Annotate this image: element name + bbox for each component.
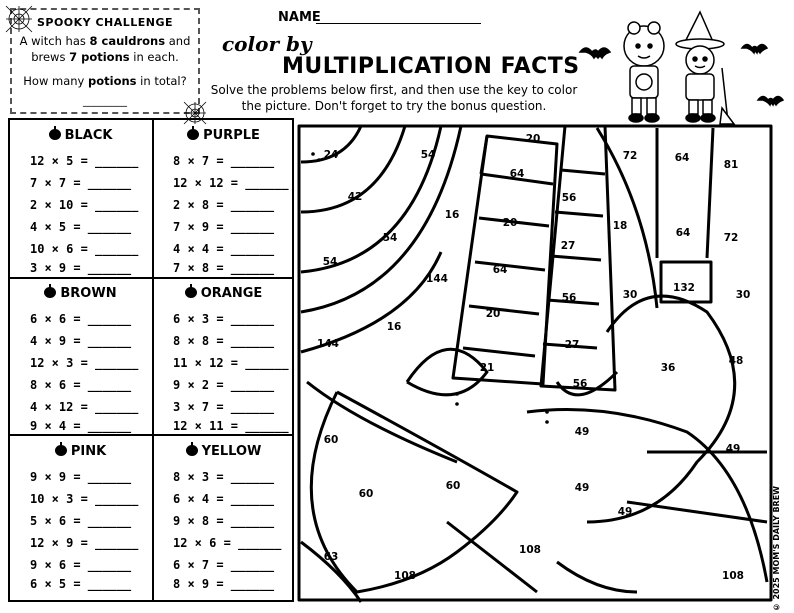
challenge-line-2: brews 7 potions in each.	[31, 50, 179, 64]
name-input-line[interactable]	[316, 23, 481, 24]
problem[interactable]: 2 × 10 = ______	[30, 198, 139, 212]
problem[interactable]: 4 × 5 = ______	[30, 220, 132, 234]
problem[interactable]: 10 × 3 = ______	[30, 492, 139, 506]
key-cell-black	[10, 120, 151, 279]
region-number[interactable]: 72	[622, 150, 638, 162]
region-number[interactable]: 49	[725, 443, 741, 455]
region-number[interactable]: 24	[323, 149, 339, 161]
problem[interactable]: 6 × 5 = ______	[30, 577, 132, 591]
problem[interactable]: 12 × 5 = ______	[30, 154, 139, 168]
key-heading-purple: PURPLE	[153, 128, 294, 143]
region-number[interactable]: 144	[426, 273, 448, 285]
problem[interactable]: 8 × 6 = ______	[30, 378, 132, 392]
region-number[interactable]: 144	[317, 338, 339, 350]
problem[interactable]: 8 × 8 = ______	[173, 334, 275, 348]
coloring-picture	[297, 122, 789, 606]
region-number[interactable]: 30	[735, 289, 751, 301]
region-number[interactable]: 108	[722, 570, 744, 582]
problem[interactable]: 12 × 6 = ______	[173, 536, 282, 550]
region-number[interactable]: 108	[394, 570, 416, 582]
region-number[interactable]: 27	[560, 240, 576, 252]
problem[interactable]: 4 × 9 = ______	[30, 334, 132, 348]
problem[interactable]: 9 × 8 = ______	[173, 514, 275, 528]
region-number[interactable]: 81	[723, 159, 739, 171]
problem[interactable]: 4 × 12 = ______	[30, 400, 139, 414]
key-heading-black: BLACK	[10, 128, 151, 143]
region-number[interactable]: 36	[660, 362, 676, 374]
region-number[interactable]: 60	[358, 488, 374, 500]
challenge-question: How many potions in total?	[23, 74, 187, 88]
region-number[interactable]: 27	[564, 339, 580, 351]
region-number[interactable]: 64	[509, 168, 525, 180]
region-number[interactable]: 64	[492, 264, 508, 276]
region-number[interactable]: 16	[444, 209, 460, 221]
region-number[interactable]: 72	[723, 232, 739, 244]
region-number[interactable]: 20	[525, 133, 541, 145]
region-number[interactable]: 48	[728, 355, 744, 367]
problem[interactable]: 8 × 3 = ______	[173, 470, 275, 484]
challenge-title: SPOOKY CHALLENGE	[36, 16, 174, 29]
pumpkin-icon	[187, 129, 199, 140]
problem[interactable]: 5 × 6 = ______	[30, 514, 132, 528]
region-number[interactable]: 49	[574, 482, 590, 494]
region-number[interactable]: 132	[673, 282, 695, 294]
region-number[interactable]: 30	[622, 289, 638, 301]
key-heading-pink: PINK	[10, 444, 151, 459]
region-number[interactable]: 56	[561, 192, 577, 204]
witch-legs-outline	[297, 122, 789, 606]
key-heading-brown: BROWN	[10, 286, 151, 301]
color-key-grid	[8, 118, 294, 602]
key-cell-pink	[10, 436, 151, 595]
region-number[interactable]: 56	[561, 292, 577, 304]
problem[interactable]: 3 × 7 = ______	[173, 400, 275, 414]
problem[interactable]: 6 × 6 = ______	[30, 312, 132, 326]
key-cell-brown	[10, 278, 151, 437]
region-number[interactable]: 108	[519, 544, 541, 556]
spider-web-icon	[4, 4, 34, 34]
region-number[interactable]: 16	[386, 321, 402, 333]
problem[interactable]: 9 × 9 = ______	[30, 470, 132, 484]
pumpkin-icon	[186, 445, 198, 456]
problem[interactable]: 7 × 8 = ______	[173, 261, 275, 275]
region-number[interactable]: 64	[674, 152, 690, 164]
region-number[interactable]: 20	[485, 308, 501, 320]
pumpkin-icon	[55, 445, 67, 456]
region-number[interactable]: 20	[502, 217, 518, 229]
region-number[interactable]: 54	[382, 232, 398, 244]
region-number[interactable]: 54	[420, 149, 436, 161]
pumpkin-icon	[185, 287, 197, 298]
region-number[interactable]: 56	[572, 378, 588, 390]
pumpkin-icon	[44, 287, 56, 298]
problem[interactable]: 9 × 6 = ______	[30, 558, 132, 572]
problem[interactable]: 12 × 12 = ______	[173, 176, 289, 190]
problem[interactable]: 12 × 11 = ______	[173, 419, 289, 433]
problem[interactable]: 9 × 2 = ______	[173, 378, 275, 392]
region-number[interactable]: 42	[347, 191, 363, 203]
problem[interactable]: 6 × 3 = ______	[173, 312, 275, 326]
problem[interactable]: 6 × 7 = ______	[173, 558, 275, 572]
spooky-challenge-box	[10, 8, 200, 114]
problem[interactable]: 8 × 9 = ______	[173, 577, 275, 591]
title-color-by: color by	[222, 32, 312, 56]
region-number[interactable]: 64	[675, 227, 691, 239]
region-number[interactable]: 54	[322, 256, 338, 268]
page-title: MULTIPLICATION FACTS	[282, 54, 580, 79]
key-cell-purple	[153, 120, 294, 279]
problem[interactable]: 12 × 9 = ______	[30, 536, 139, 550]
problem[interactable]: 2 × 8 = ______	[173, 198, 275, 212]
problem[interactable]: 7 × 9 = ______	[173, 220, 275, 234]
problem[interactable]: 6 × 4 = ______	[173, 492, 275, 506]
key-heading-yellow: YELLOW	[153, 444, 294, 459]
region-number[interactable]: 18	[612, 220, 628, 232]
challenge-line-1: A witch has 8 cauldrons and	[19, 34, 191, 48]
key-cell-orange	[153, 278, 294, 437]
problem[interactable]: 10 × 6 = ______	[30, 242, 139, 256]
problem[interactable]: 11 × 12 = ______	[173, 356, 289, 370]
problem[interactable]: 3 × 9 = ______	[30, 261, 132, 275]
problem[interactable]: 9 × 4 = ______	[30, 419, 132, 433]
key-heading-orange: ORANGE	[153, 286, 294, 301]
region-number[interactable]: 60	[445, 480, 461, 492]
challenge-answer-blank[interactable]: ________	[83, 94, 127, 107]
copyright: © 2025 MOM'S DAILY BREW	[772, 486, 781, 612]
key-cell-yellow	[153, 436, 294, 595]
instructions: Solve the problems below first, and then use the key to color the picture. Don't forget to try the bonus question.	[210, 83, 578, 113]
region-number[interactable]: 21	[479, 362, 495, 374]
problem[interactable]: 4 × 4 = ______	[173, 242, 275, 256]
region-number[interactable]: 60	[323, 434, 339, 446]
halloween-kids-illustration	[572, 8, 792, 126]
problem[interactable]: 8 × 7 = ______	[173, 154, 275, 168]
problem[interactable]: 12 × 3 = ______	[30, 356, 139, 370]
name-label: NAME	[278, 10, 321, 25]
pumpkin-icon	[49, 129, 61, 140]
problem[interactable]: 7 × 7 = ______	[30, 176, 132, 190]
region-number[interactable]: 49	[617, 506, 633, 518]
region-number[interactable]: 63	[323, 551, 339, 563]
region-number[interactable]: 49	[574, 426, 590, 438]
